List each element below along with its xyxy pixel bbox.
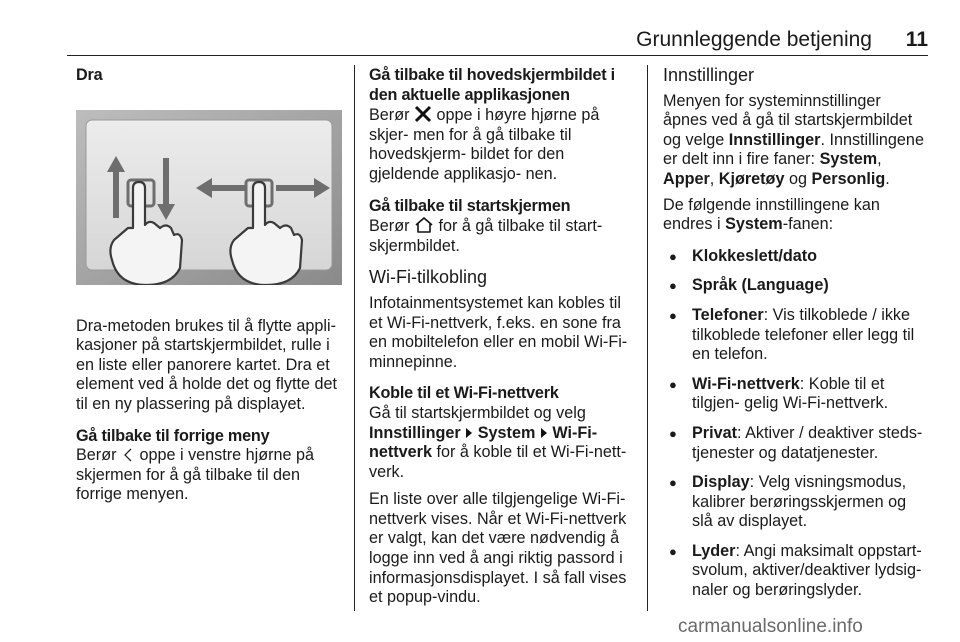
chapter-title: Grunnleggende betjening [636, 28, 872, 51]
wifi-heading: Wi-Fi-tilkobling [369, 267, 488, 288]
home-heading: Gå tilbake til hovedskjermbildet i den aktuelle applikasjonen [369, 66, 615, 104]
triangle-right-icon [540, 427, 548, 439]
settings-following: De følgende innstillingene kan endres i System-fanen: [663, 195, 880, 234]
list-item: ● Privat: Aktiver / deaktiver steds- tjenester og datatjenester. [663, 424, 928, 463]
header-rule [67, 55, 928, 56]
settings-intro: Menyen for systeminnstillinger åpnes ved å gå til startskjermbildet og velge Innstillinger. Innstillingene er delt inn i fire faner: System, Apper, Kjøretøy og Personlig. [663, 91, 924, 188]
back-heading: Gå tilbake til forrige meny [76, 426, 270, 445]
list-item: ● Display: Velg visningsmodus, kalibrer berøringsskjermen og slå av displayet. [663, 473, 928, 532]
watermark: carmanualsonline.info [678, 616, 863, 637]
list-item: ● Språk (Language) [663, 276, 928, 296]
column-middle [369, 66, 633, 620]
list-item: ● Klokkeslett/dato [663, 247, 928, 267]
page-number: 11 [905, 28, 928, 51]
list-item: ● Telefoner: Vis tilkoblede / ikke tilkoblede telefoner eller legg til en telefon. [663, 306, 928, 365]
close-x-icon [414, 105, 432, 123]
back-text: Berør oppe i venstre hjørne på skjermen for å gå tilbake til den forrige menyen. [76, 446, 315, 504]
drag-text: Dra-metoden brukes til å flytte appli- kasjoner på startskjermbildet, rulle i en liste eller panorere kartet. Dra et element ved å holde det og flytte det til en ny plassering på displayet. [76, 316, 337, 413]
start-heading: Gå tilbake til startskjermen [369, 196, 571, 215]
connect-text: Gå til startskjermbildet og velg Innstillinger System Wi-Fi- nettverk for å koble til et Wi-Fi-nett- verk. [369, 403, 627, 481]
triangle-right-icon [465, 427, 473, 439]
wifi-text: Infotainmentsystemet kan kobles til et Wi-Fi-nettverk, f.eks. en sone fra en mobiltelefon eller en mobil Wi-Fi- minnepinne. [369, 293, 628, 371]
settings-heading: Innstillinger [663, 65, 755, 85]
chevron-left-icon [121, 447, 135, 463]
column-right [663, 66, 928, 611]
drag-gesture-illustration [76, 110, 342, 285]
drag-heading: Dra [76, 66, 103, 84]
connect-heading: Koble til et Wi-Fi-nettverk [369, 384, 559, 403]
column-divider [354, 65, 355, 611]
list-item: ● Wi-Fi-nettverk: Koble til et tilgjen- gelig Wi-Fi-nettverk. [663, 375, 928, 414]
column-divider [647, 65, 648, 611]
home-icon [414, 216, 434, 234]
settings-list [663, 247, 928, 601]
column-left [76, 66, 342, 517]
home-text: Berør oppe i høyre hjørne på skjer- men for å gå tilbake til hovedskjerm- bildet for den gjeldende applikasjo- nen. [369, 106, 600, 183]
page-header [0, 20, 960, 60]
list-item: ● Lyder: Angi maksimalt oppstart- svolum, aktiver/deaktiver lydsig- naler og berøringslyder. [663, 542, 928, 601]
list-text: En liste over alle tilgjengelige Wi-Fi- nettverk vises. Når et Wi-Fi-nettverk er valgt, kan det være nødvendig å logge inn ved å angi riktig passord i informasjonsdisplayet. I så fall vises et popup-vindu. [369, 490, 627, 607]
start-text: Berør for å gå tilbake til start- skjermbildet. [369, 217, 603, 255]
